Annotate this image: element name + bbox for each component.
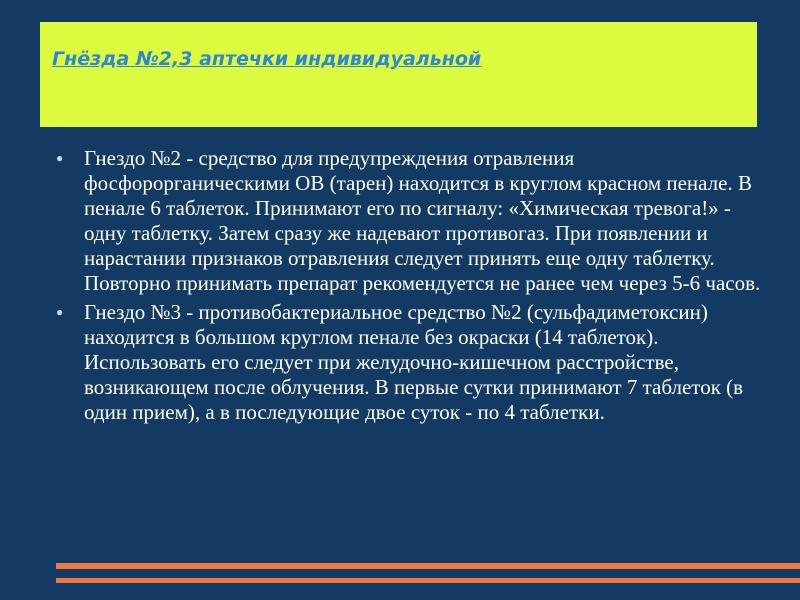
bullet-item [56,146,768,296]
bullet-dot-icon: ● [56,305,64,319]
bullet-dot-icon: ● [56,151,64,165]
bullet-item [56,300,768,425]
bullet-text: Гнездо №2 - средство для предупреждения отравления фосфорорганическими ОВ (тарен) находится в круглом красном пенале. В пенале 6 таблеток. Принимают его по сигналу: «Химическая тревога!» - одну таблетку. Затем сразу же надевают противогаз. При появлении и нарастании признаков отравления следует принять еще одну таблетку. Повторно принимать препарат рекомендуется не ранее чем через 5-6 часов. [84,146,761,295]
slide-content [56,146,768,429]
slide-title: Гнёзда №2,3 аптечки индивидуальной [52,48,482,70]
title-box [40,22,757,127]
decorative-stripe [56,578,800,583]
decorative-stripe [56,563,800,569]
bullet-text: Гнездо №3 - противобактериальное средство №2 (сульфадиметоксин) находится в большом круглом пенале без окраски (14 таблеток). Использовать его следует при желудочно-кишечном расстройстве, возникающем после облучения. В первые сутки принимают 7 таблеток (в один прием), а в последующие двое суток - по 4 таблетки. [84,300,744,424]
